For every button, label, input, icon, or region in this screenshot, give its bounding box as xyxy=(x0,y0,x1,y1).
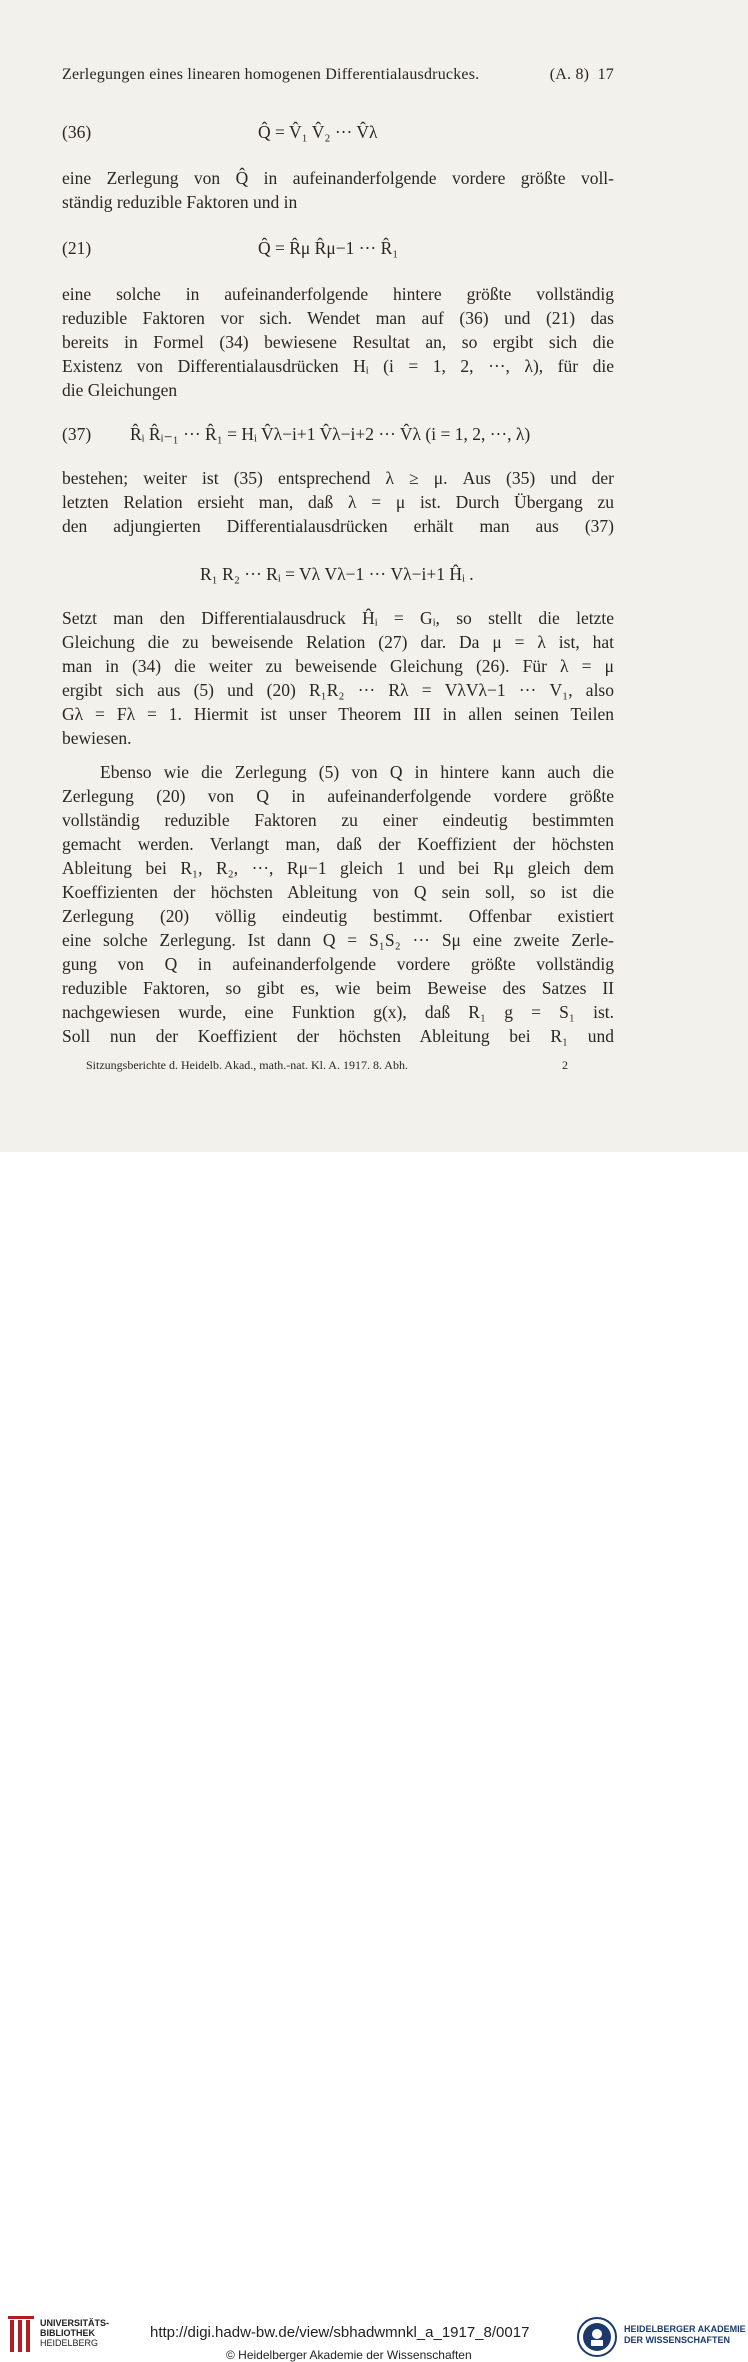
academy-seal-icon xyxy=(576,2316,618,2358)
equation-number-21: (21) xyxy=(62,238,92,258)
paragraph-line: die Gleichungen xyxy=(62,380,178,400)
equation-36: Q̂ = V̂₁ V̂₂ ··· V̂λ xyxy=(258,122,378,142)
copyright-notice: © Heidelberger Akademie der Wissenschaften xyxy=(226,2348,472,2362)
paragraph-line: gemacht werden. Verlangt man, daß der Koeffizient der höchsten xyxy=(62,834,614,854)
right-logo-text xyxy=(624,2324,746,2346)
right-logo-line: HEIDELBERGER AKADEMIE xyxy=(624,2324,746,2334)
paragraph-line: reduzible Faktoren, so gibt es, wie beim Beweise des Satzes II xyxy=(62,978,614,998)
paragraph-line: bestehen; weiter ist (35) entsprechend λ ≥ μ. Aus (35) und der xyxy=(62,468,614,488)
equation-unnumbered: R₁ R₂ ··· Rᵢ = Vλ Vλ−1 ··· Vλ−i+1 Ĥᵢ . xyxy=(200,564,474,584)
right-logo-line: DER WISSENSCHAFTEN xyxy=(624,2335,731,2345)
paragraph-line: bereits in Formel (34) bewiesene Resultat an, so ergibt sich die xyxy=(62,332,614,352)
running-title: Zerlegungen eines linearen homogenen Differentialausdruckes. xyxy=(62,66,480,83)
left-logo-line: BIBLIOTHEK xyxy=(40,2328,95,2338)
paragraph-line: nachgewiesen wurde, eine Funktion g(x), daß R₁ g = S₁ ist. xyxy=(62,1002,614,1022)
left-logo-line: UNIVERSITÄTS- xyxy=(40,2318,110,2328)
paragraph-line: eine solche Zerlegung. Ist dann Q = S₁S₂ ··· Sμ eine zweite Zerle- xyxy=(62,930,614,950)
left-logo-line: HEIDELBERG xyxy=(40,2338,99,2348)
paragraph-line: Setzt man den Differentialausdruck Ĥᵢ = Gᵢ, so stellt die letzte xyxy=(62,608,614,628)
paragraph-line: Zerlegung (20) von Q in aufeinanderfolgende vordere größte xyxy=(62,786,614,806)
paragraph-line: eine solche in aufeinanderfolgende hintere größte vollständig xyxy=(62,284,614,304)
left-logo-text xyxy=(40,2318,109,2348)
equation-21: Q̂ = R̂μ R̂μ−1 ··· R̂₁ xyxy=(258,238,399,258)
paragraph-line: Gleichung die zu beweisende Relation (27) dar. Da μ = λ ist, hat xyxy=(62,632,614,652)
paragraph-line: Soll nun der Koeffizient der höchsten Ableitung bei R₁ und xyxy=(62,1026,614,1046)
paragraph-line: man in (34) die weiter zu beweisende Gleichung (26). Für λ = μ xyxy=(62,656,614,676)
paragraph-line: reduzible Faktoren vor sich. Wendet man auf (36) und (21) das xyxy=(62,308,614,328)
paragraph-line: Existenz von Differentialausdrücken Hᵢ (i = 1, 2, ···, λ), für die xyxy=(62,356,614,376)
paragraph-line: Zerlegung (20) völlig eindeutig bestimmt. Offenbar existiert xyxy=(62,906,614,926)
equation-number-36: (36) xyxy=(62,122,92,142)
scanned-page xyxy=(0,0,748,1152)
permalink-url[interactable]: http://digi.hadw-bw.de/view/sbhadwmnkl_a_1917_8/0017 xyxy=(150,2324,530,2341)
paragraph-line: vollständig reduzible Faktoren zu einer eindeutig bestimmten xyxy=(62,810,614,830)
section-label: (A. 8) xyxy=(549,66,590,83)
page-number: 17 xyxy=(597,66,614,83)
paragraph-line: Koeffizienten der höchsten Ableitung von Q sein soll, so ist die xyxy=(62,882,614,902)
paragraph-line: den adjungierten Differentialausdrücken erhält man aus (37) xyxy=(62,516,614,536)
running-header xyxy=(62,66,614,84)
paragraph-line: eine Zerlegung von Q̂ in aufeinanderfolgende vordere größte voll- xyxy=(62,168,614,188)
paragraph-line: Gλ = Fλ = 1. Hiermit ist unser Theorem III in allen seinen Teilen xyxy=(62,704,614,724)
paragraph-line: ständig reduzible Faktoren und in xyxy=(62,192,298,212)
header-right xyxy=(550,66,614,84)
paragraph-line: bewiesen. xyxy=(62,728,132,748)
paragraph-line: gung von Q in aufeinanderfolgende vordere größte vollständig xyxy=(62,954,614,974)
university-library-logo-icon xyxy=(8,2316,36,2356)
viewer-bottom-bar xyxy=(0,1152,748,2362)
paragraph-line: Ebenso wie die Zerlegung (5) von Q in hintere kann auch die xyxy=(100,762,614,782)
paragraph-line: Ableitung bei R₁, R₂, ···, Rμ−1 gleich 1 und bei Rμ gleich dem xyxy=(62,858,614,878)
equation-37: R̂ᵢ R̂ᵢ₋₁ ··· R̂₁ = Hᵢ V̂λ−i+1 V̂λ−i+2 ··· V̂λ (i = 1, 2, ···, λ) xyxy=(130,424,531,444)
signature-mark: 2 xyxy=(562,1058,568,1072)
footer-citation: Sitzungsberichte d. Heidelb. Akad., math.-nat. Kl. A. 1917. 8. Abh. xyxy=(86,1058,408,1072)
paragraph-line: ergibt sich aus (5) und (20) R₁R₂ ··· Rλ = VλVλ−1 ··· V₁, also xyxy=(62,680,614,700)
paragraph-line: letzten Relation ersieht man, daß λ = μ ist. Durch Übergang zu xyxy=(62,492,614,512)
equation-number-37: (37) xyxy=(62,424,92,444)
